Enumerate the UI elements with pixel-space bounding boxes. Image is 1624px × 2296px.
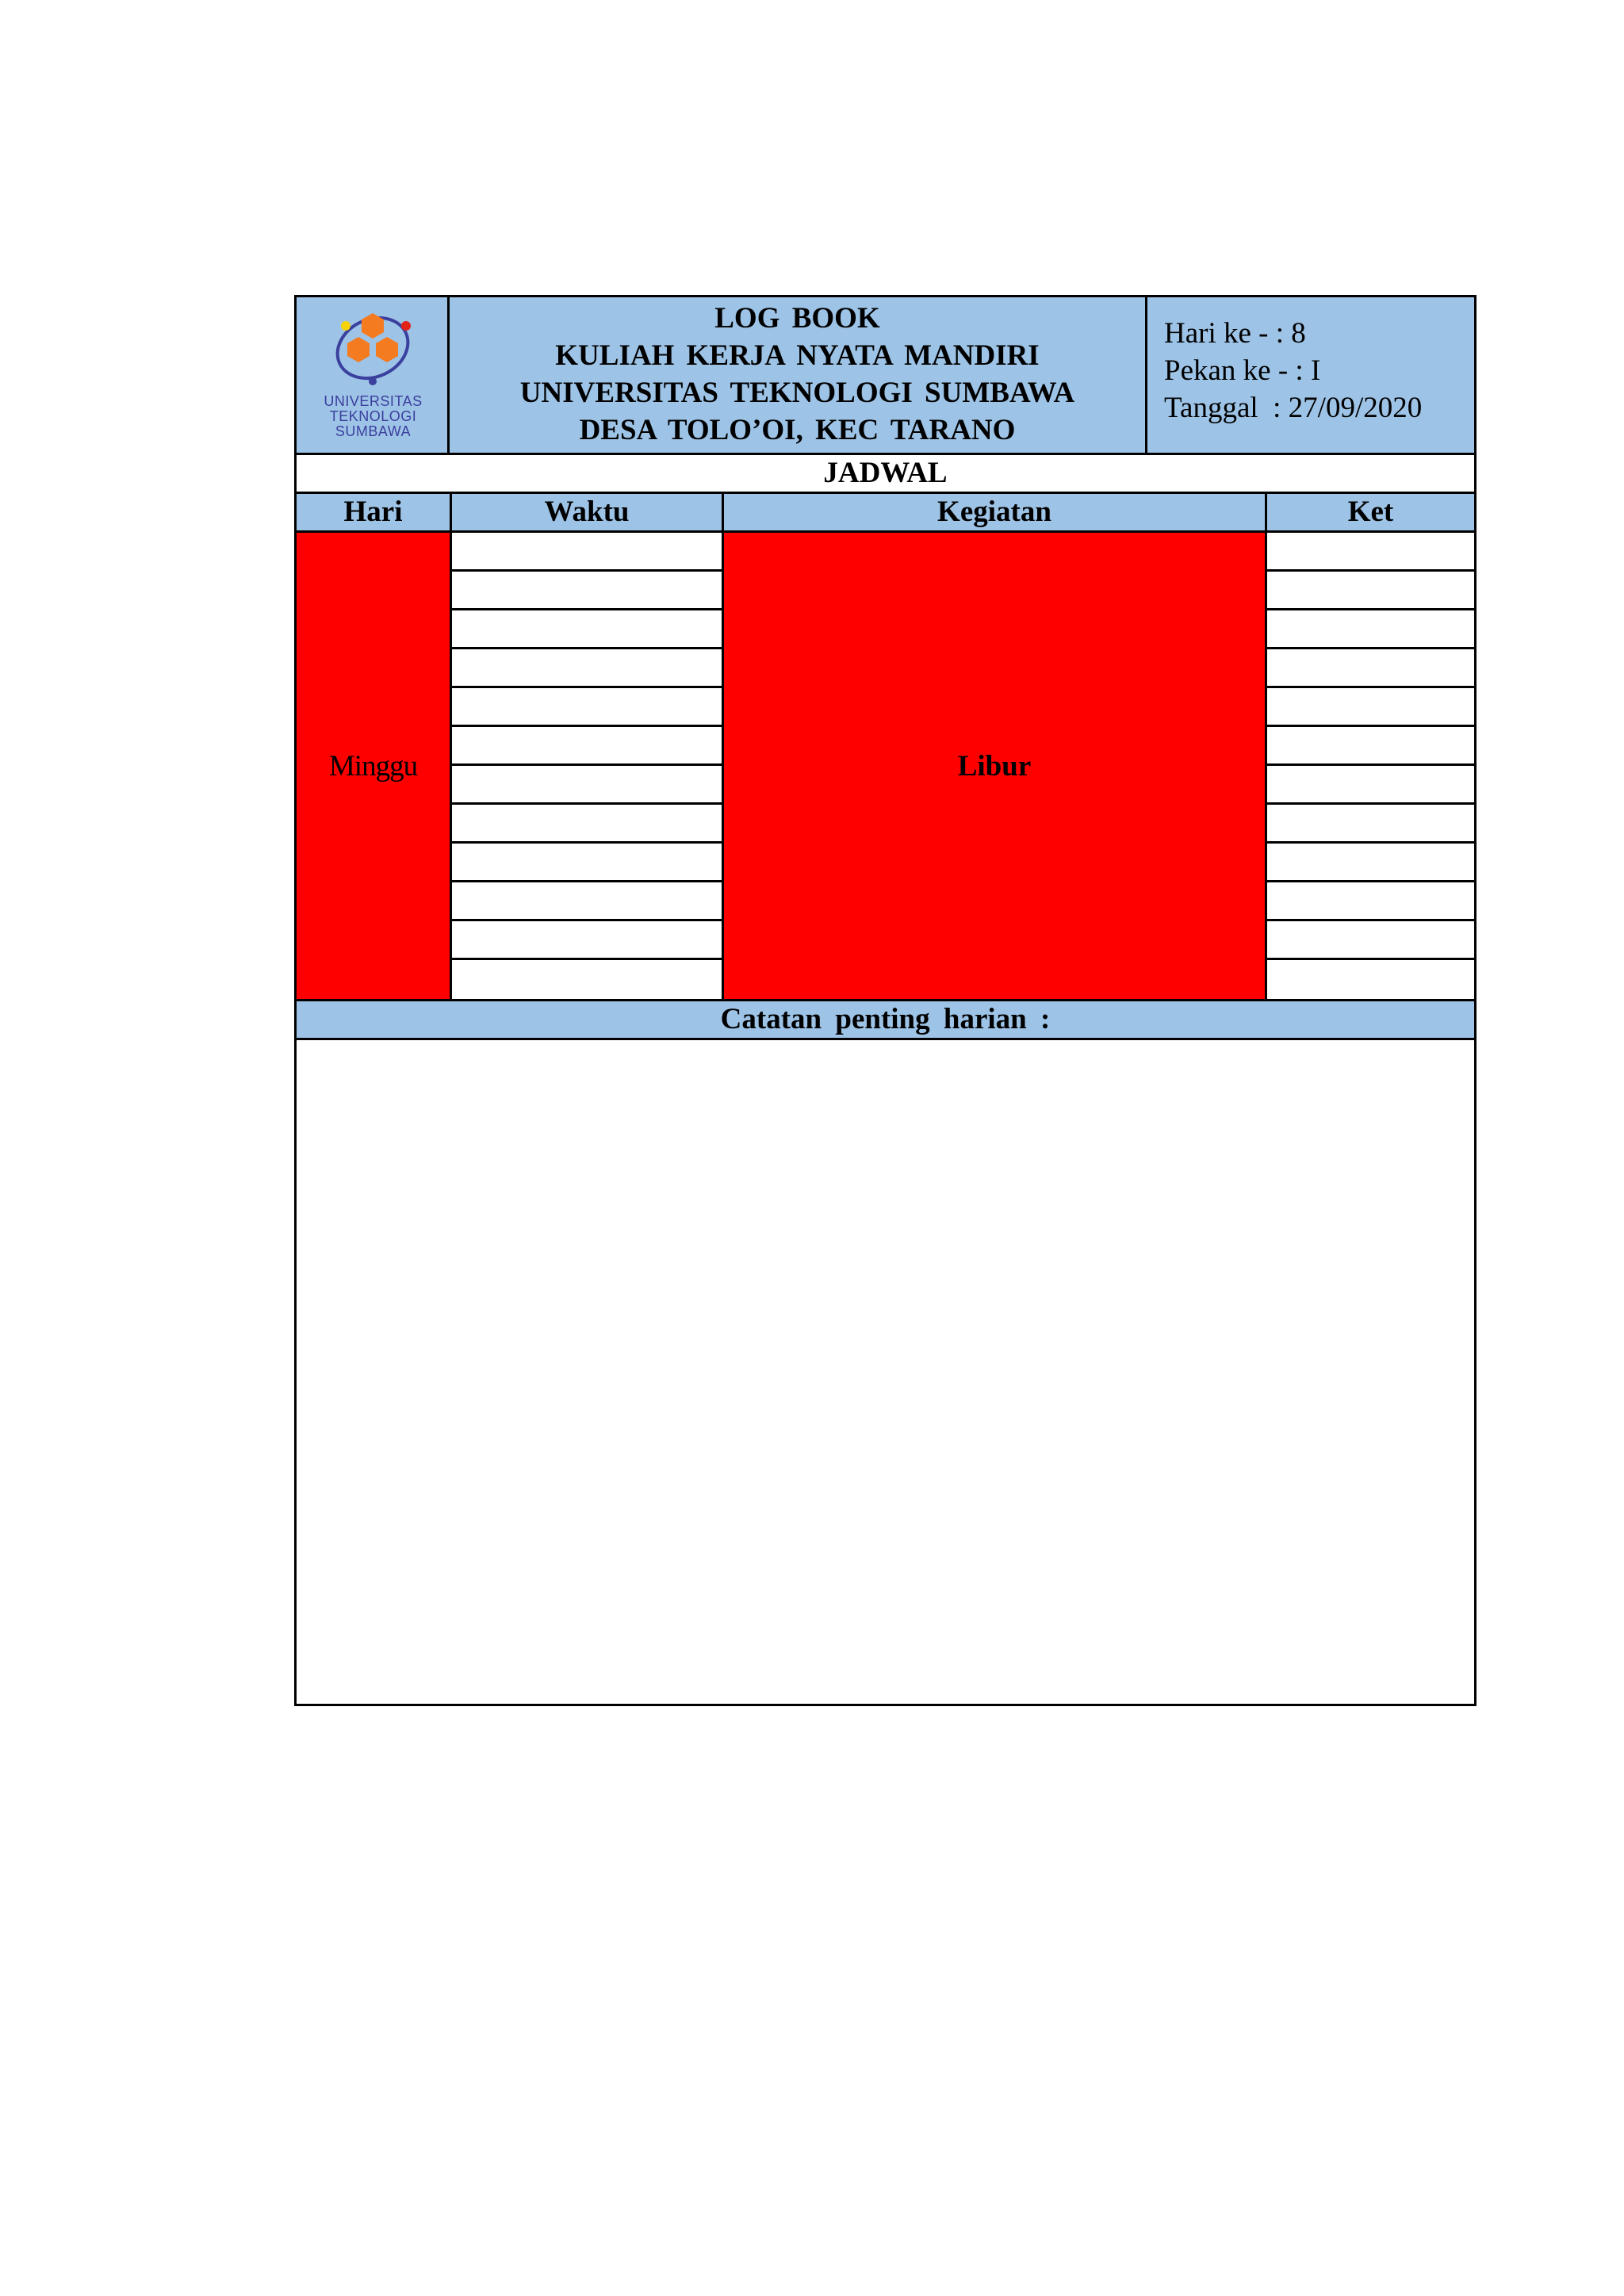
waktu-cell[interactable] xyxy=(452,882,722,921)
ket-cell[interactable] xyxy=(1267,572,1474,610)
schedule-title: JADWAL xyxy=(297,455,1474,494)
activity-label: Libur xyxy=(957,749,1032,783)
logo-text-line: UNIVERSITAS xyxy=(324,393,423,409)
activity-cell xyxy=(724,533,1265,999)
title-line: UNIVERSITAS TEKNOLOGI SUMBAWA xyxy=(519,377,1075,409)
pekan-ke: Pekan ke - : I xyxy=(1164,354,1321,387)
ket-cell[interactable] xyxy=(1267,766,1474,805)
title-line: KULIAH KERJA NYATA MANDIRI xyxy=(555,339,1040,372)
header-info xyxy=(1147,297,1474,453)
column-header-waktu: Waktu xyxy=(452,494,722,533)
notes-title: Catatan penting harian : xyxy=(297,999,1474,1040)
logbook-form xyxy=(294,295,1477,1706)
waktu-cell[interactable] xyxy=(452,844,722,882)
title-line: LOG BOOK xyxy=(714,302,880,335)
header-title xyxy=(450,297,1147,453)
waktu-cell[interactable] xyxy=(452,572,722,610)
ket-cell[interactable] xyxy=(1267,921,1474,960)
notes-area[interactable] xyxy=(297,1040,1474,1704)
logo-cell xyxy=(297,297,450,453)
waktu-cell[interactable] xyxy=(452,688,722,727)
ket-cell[interactable] xyxy=(1267,960,1474,999)
ket-cell[interactable] xyxy=(1267,727,1474,766)
waktu-cell[interactable] xyxy=(452,610,722,649)
logo-text-line: TEKNOLOGI xyxy=(329,408,417,424)
column-divider xyxy=(1265,494,1267,999)
day-cell xyxy=(297,533,450,999)
waktu-cell[interactable] xyxy=(452,533,722,572)
column-header-ket: Ket xyxy=(1267,494,1474,533)
waktu-cell[interactable] xyxy=(452,805,722,844)
column-divider xyxy=(722,494,724,999)
ket-cell[interactable] xyxy=(1267,533,1474,572)
column-divider xyxy=(450,494,452,999)
column-header-kegiatan: Kegiatan xyxy=(724,494,1265,533)
ket-cell[interactable] xyxy=(1267,882,1474,921)
waktu-cell[interactable] xyxy=(452,727,722,766)
university-logo-icon xyxy=(328,302,417,391)
day-label: Minggu xyxy=(328,749,418,783)
waktu-cell[interactable] xyxy=(452,921,722,960)
ket-cell[interactable] xyxy=(1267,610,1474,649)
ket-cell[interactable] xyxy=(1267,805,1474,844)
ket-cell[interactable] xyxy=(1267,649,1474,688)
hari-ke: Hari ke - : 8 xyxy=(1164,317,1306,350)
waktu-cell[interactable] xyxy=(452,649,722,688)
title-line: DESA TOLO’OI, KEC TARANO xyxy=(579,414,1016,446)
waktu-cell[interactable] xyxy=(452,960,722,999)
logbook-header xyxy=(297,297,1474,455)
column-header-hari: Hari xyxy=(297,494,450,533)
logo-text-line: SUMBAWA xyxy=(335,423,412,439)
ket-cell[interactable] xyxy=(1267,844,1474,882)
tanggal: Tanggal : 27/09/2020 xyxy=(1164,392,1423,424)
ket-cell[interactable] xyxy=(1267,688,1474,727)
waktu-cell[interactable] xyxy=(452,766,722,805)
